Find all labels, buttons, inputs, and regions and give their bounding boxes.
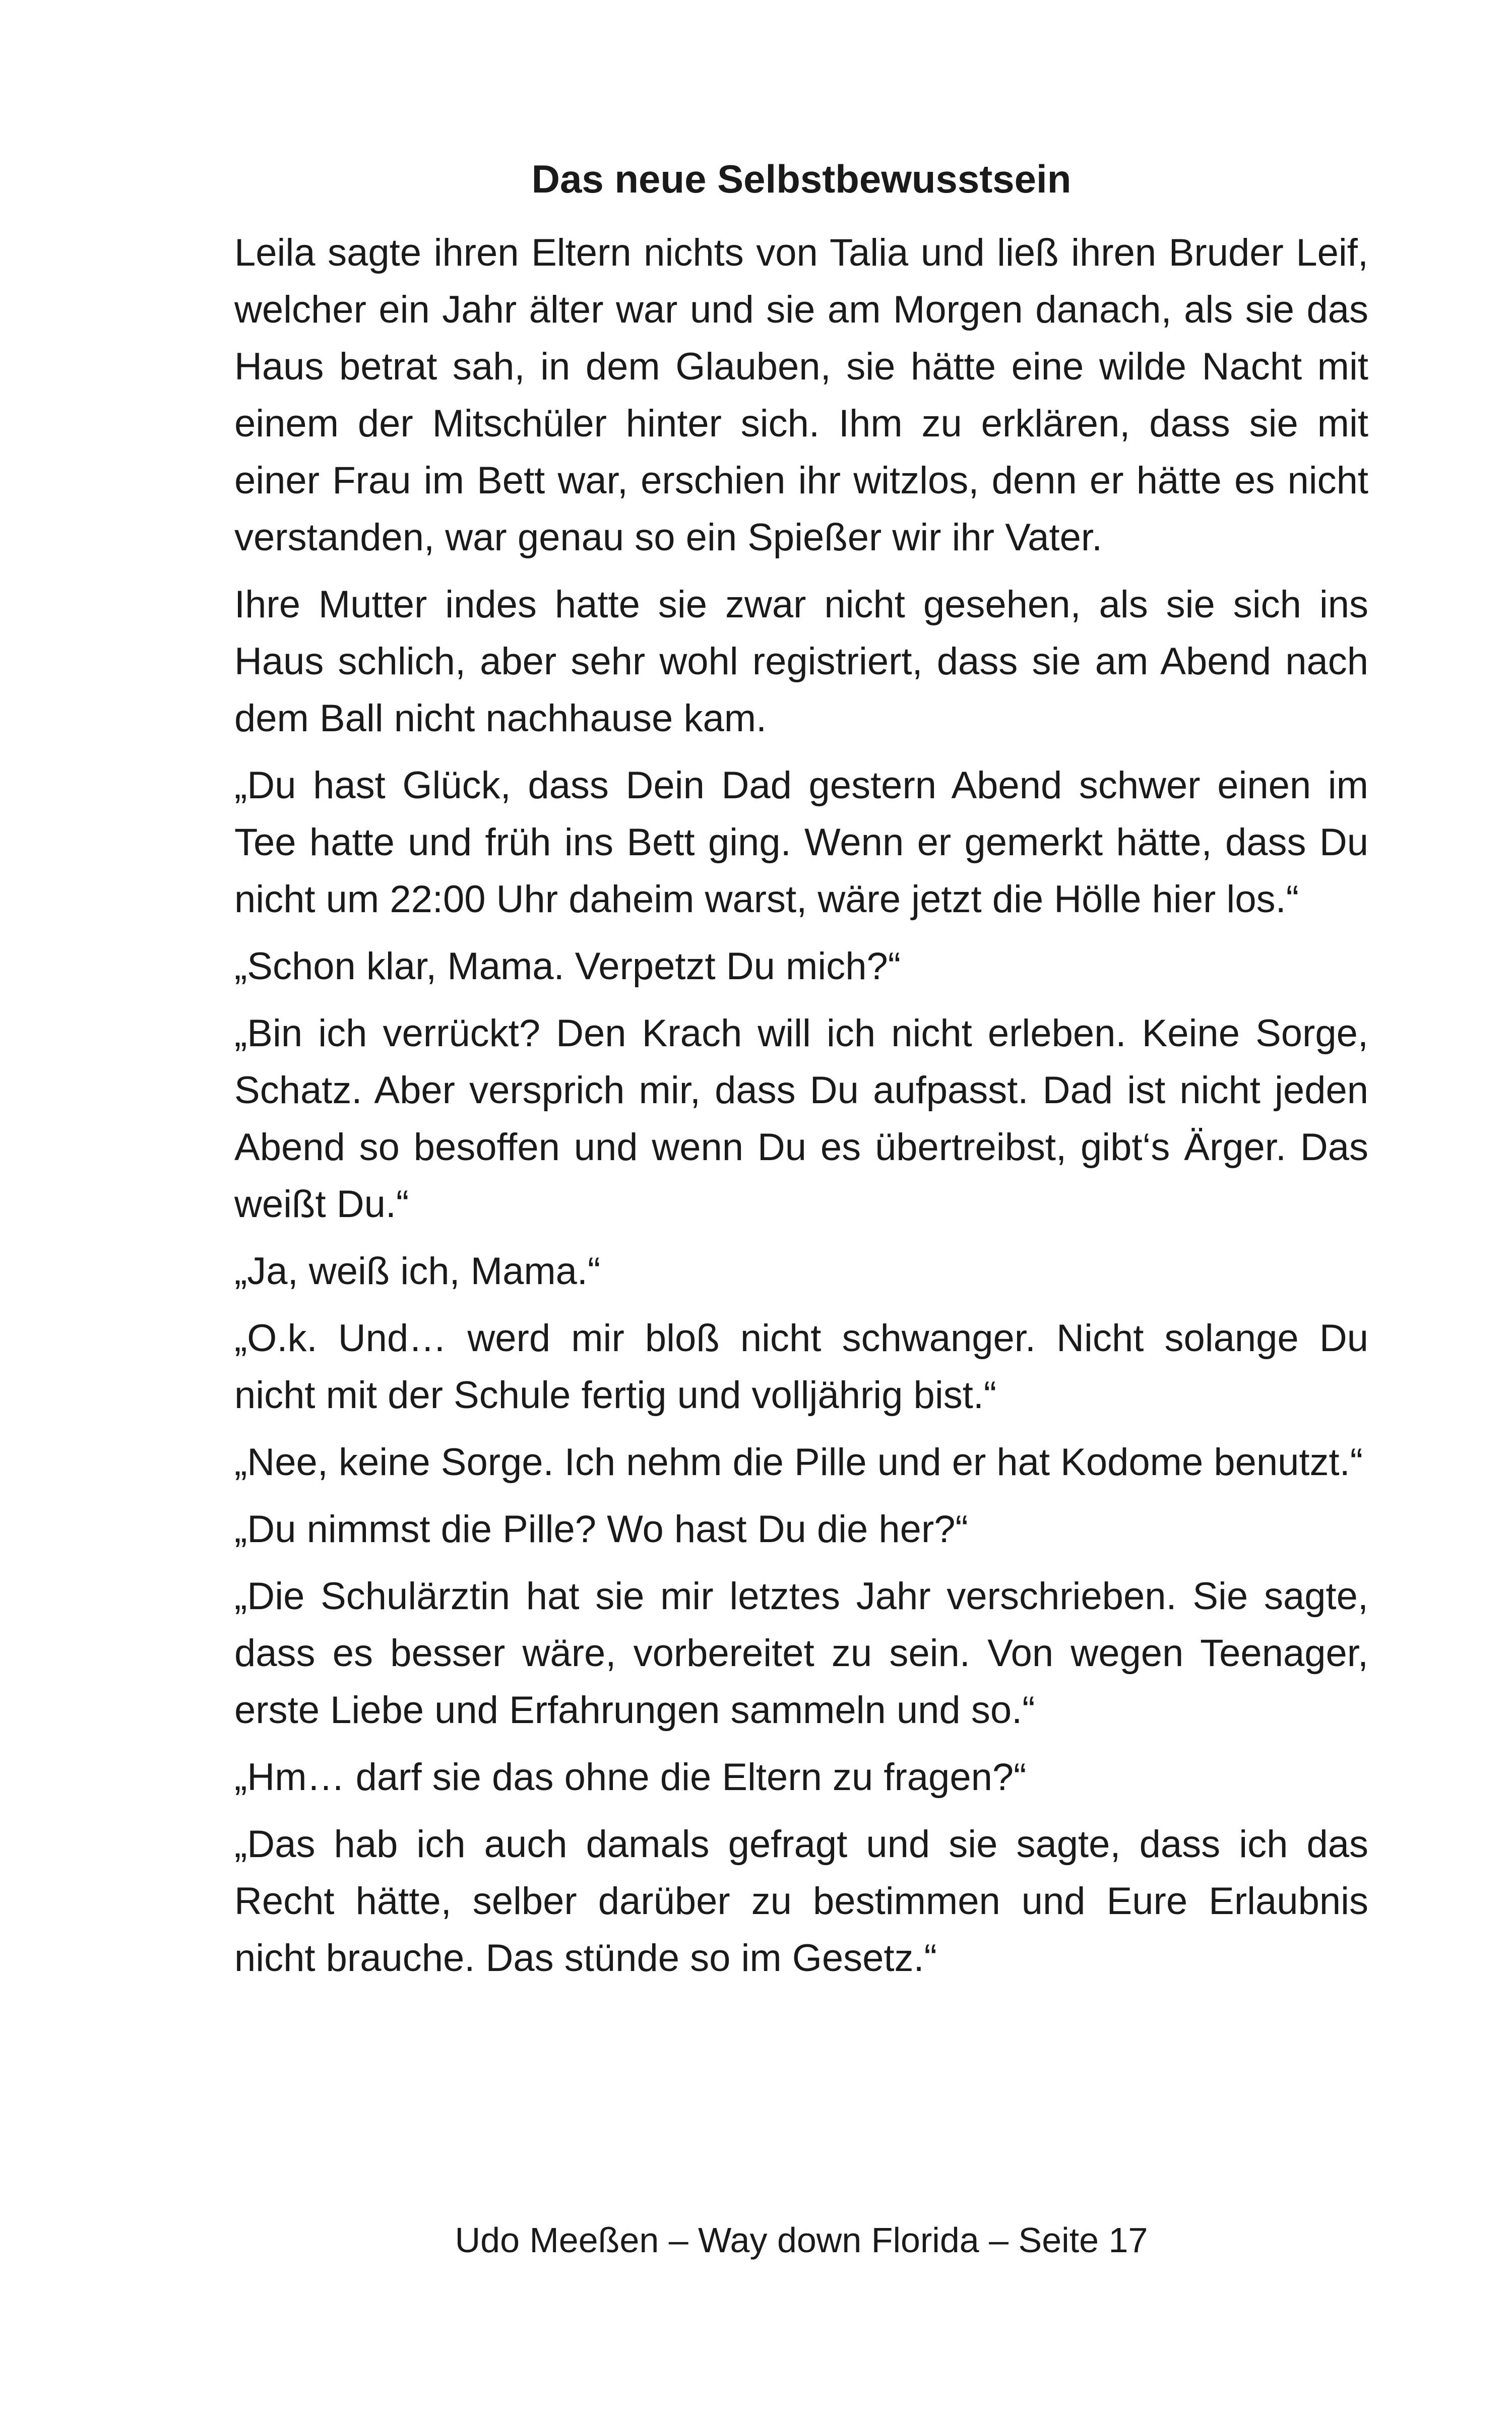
paragraph: „Ja, weiß ich, Mama.“ [234, 1250, 601, 1293]
paragraph: „O.k. Und… werd mir bloß nicht schwanger. Nicht solange Du nicht mit der Schule fertig und volljährig bist.“ [234, 1317, 1368, 1417]
paragraph: „Du nimmst die Pille? Wo hast Du die her?“ [234, 1508, 968, 1551]
page-footer: Udo Meeßen – Way down Florida – Seite 17 [455, 2220, 1148, 2260]
paragraph: „Schon klar, Mama. Verpetzt Du mich?“ [234, 945, 901, 988]
paragraph: „Du hast Glück, dass Dein Dad gestern Abend schwer einen im Tee hatte und früh ins Bett ging. Wenn er gemerkt hätte, dass Du nicht um 22:00 Uhr daheim warst, wäre jetzt die Hölle hier los.“ [234, 764, 1368, 921]
paragraph: „Die Schulärztin hat sie mir letztes Jahr verschrieben. Sie sagte, dass es besser wäre, vorbereitet zu sein. Von wegen Teenager, erste Liebe und Erfahrungen sammeln und so.“ [234, 1575, 1368, 1732]
paragraph: „Nee, keine Sorge. Ich nehm die Pille und er hat Kodome benutzt.“ [234, 1441, 1363, 1484]
chapter-title: Das neue Selbstbewusstsein [531, 157, 1072, 201]
page-body [234, 224, 1368, 1997]
paragraph: Ihre Mutter indes hatte sie zwar nicht gesehen, als sie sich ins Haus schlich, aber sehr wohl registriert, dass sie am Abend nach dem Ball nicht nachhause kam. [234, 583, 1368, 740]
paragraph: Leila sagte ihren Eltern nichts von Talia und ließ ihren Bruder Leif, welcher ein Jahr älter war und sie am Morgen danach, als sie das Haus betrat sah, in dem Glauben, sie hätte eine wilde Nacht mit einem der Mitschüler hinter sich. Ihm zu erklären, dass sie mit einer Frau im Bett war, erschien ihr witzlos, denn er hätte es nicht verstanden, war genau so ein Spießer wir ihr Vater. [234, 231, 1368, 559]
paragraph: „Hm… darf sie das ohne die Eltern zu fragen?“ [234, 1756, 1027, 1799]
paragraph: „Das hab ich auch damals gefragt und sie sagte, dass ich das Recht hätte, selber darüber zu bestimmen und Eure Erlaubnis nicht brauche. Das stünde so im Gesetz.“ [234, 1823, 1368, 1980]
paragraph: „Bin ich verrückt? Den Krach will ich nicht erleben. Keine Sorge, Schatz. Aber versprich mir, dass Du aufpasst. Dad ist nicht jeden Abend so besoffen und wenn Du es übertreibst, gibt‘s Ärger. Das weißt Du.“ [234, 1012, 1368, 1226]
